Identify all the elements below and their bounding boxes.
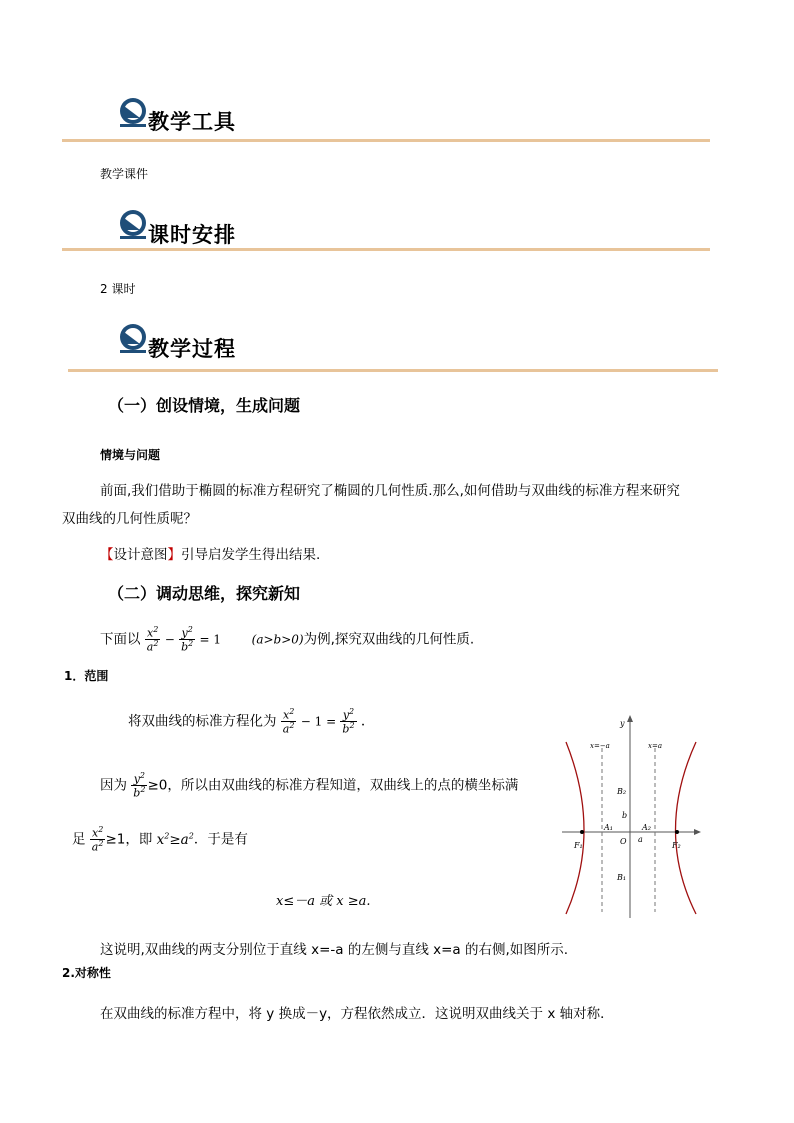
label-A2: A₂ [642,823,651,832]
part2-heading: （二）调动思维，探究新知 [108,584,301,603]
part1-heading: （一）创设情境，生成问题 [108,396,301,415]
section-badge-icon [116,96,150,130]
label-y: y [620,719,625,728]
label-F2: F₂ [672,841,681,850]
range-line3-mid: ≥1，即 [105,831,153,848]
range-line3: 足 $\frac{x^2}{a^2}$ ≥1，即 $x^2\ge a^2$．于是有 [72,825,248,854]
label-left-line: x=−a [590,742,610,750]
fraction-x2-a2: $\frac{x^2}{a^2}$ [146,625,159,654]
range-line3-suffix: ．于是有 [193,831,248,848]
hyperbola-figure [560,712,702,922]
section-title-process: 教学过程 [148,337,236,361]
bracket-close: 】 [167,547,181,563]
situation-paragraph-line2: 双曲线的几何性质呢？ [62,511,197,527]
section-title-schedule: 课时安排 [148,223,236,247]
label-b: b [622,811,628,820]
design-intent [100,543,320,563]
label-B1: B₁ [617,873,627,882]
label-A1: A₁ [604,823,613,832]
situation-label: 情境与问题 [100,448,161,462]
intro-suffix: 为例,探究双曲线的几何性质. [303,631,475,648]
schedule-content: 2 课时 [100,282,136,296]
range-result: x≤－a 或 x ≥a. [276,894,371,909]
fraction-x2-a2: $\frac{x^2}{a^2}$ [282,707,295,736]
symmetry-text: 在双曲线的标准方程中，将 y 换成－y，方程依然成立．这说明双曲线关于 x 轴对称． [100,1006,614,1022]
section-divider [62,248,710,251]
range-heading: 1．范围 [64,669,109,683]
section-divider [68,369,718,372]
bracket-open: 【 [100,547,114,563]
section-badge-icon [116,322,150,356]
section-badge-icon [116,208,150,242]
design-label: 设计意图 [113,547,168,563]
situation-paragraph-line1: 前面,我们借助于椭圆的标准方程研究了椭圆的几何性质.那么,如何借助与双曲线的标准方程来研究 [100,483,680,499]
label-right-line: x=a [648,742,662,750]
fraction-y2-b2: $\frac{y^2}{b^2}$ [133,771,146,800]
section-divider [62,139,710,142]
symmetry-heading: 2.对称性 [62,966,111,980]
range-line1: 将双曲线的标准方程化为 $\frac{x^2}{a^2}$ − 1 = $\frac{y^2}{b^2}$ . [128,707,366,736]
focus-F1 [580,830,584,834]
range-line2 [100,772,518,799]
part2-intro: 下面以 $\frac{x^2}{a^2}$ − $\frac{y^2}{b^2}$ = 1 (a>b>0)为例,探究双曲线的几何性质. [100,625,475,654]
fraction-x2-a2: $\frac{x^2}{a^2}$ [91,825,104,854]
range-line2-suffix: ≥0，所以由双曲线的标准方程知道，双曲线上的点的横坐标满 [147,777,519,794]
fraction-y2-b2: $\frac{y^2}{b^2}$ [181,625,194,654]
fraction-y2-b2: $\frac{y^2}{b^2}$ [342,707,355,736]
right-branch [676,742,697,914]
range-line1-prefix: 将双曲线的标准方程化为 [128,713,277,730]
label-O: O [620,837,627,846]
label-F1: F₁ [574,841,583,850]
range-line2-prefix: 因为 [100,777,127,794]
left-branch [566,742,584,914]
label-B2: B₂ [617,787,627,796]
tools-content: 教学课件 [100,167,149,181]
section-title-tools: 教学工具 [148,110,236,134]
design-text: 引导启发学生得出结果. [181,547,321,563]
label-a: a [638,835,643,844]
range-conclusion: 这说明,双曲线的两支分别位于直线 x=-a 的左侧与直线 x=a 的右侧,如图所示. [100,942,569,958]
intro-condition: (a>b>0) [251,632,304,647]
range-line3-prefix: 足 [72,831,86,848]
focus-F2 [675,830,679,834]
intro-prefix: 下面以 [100,631,141,648]
